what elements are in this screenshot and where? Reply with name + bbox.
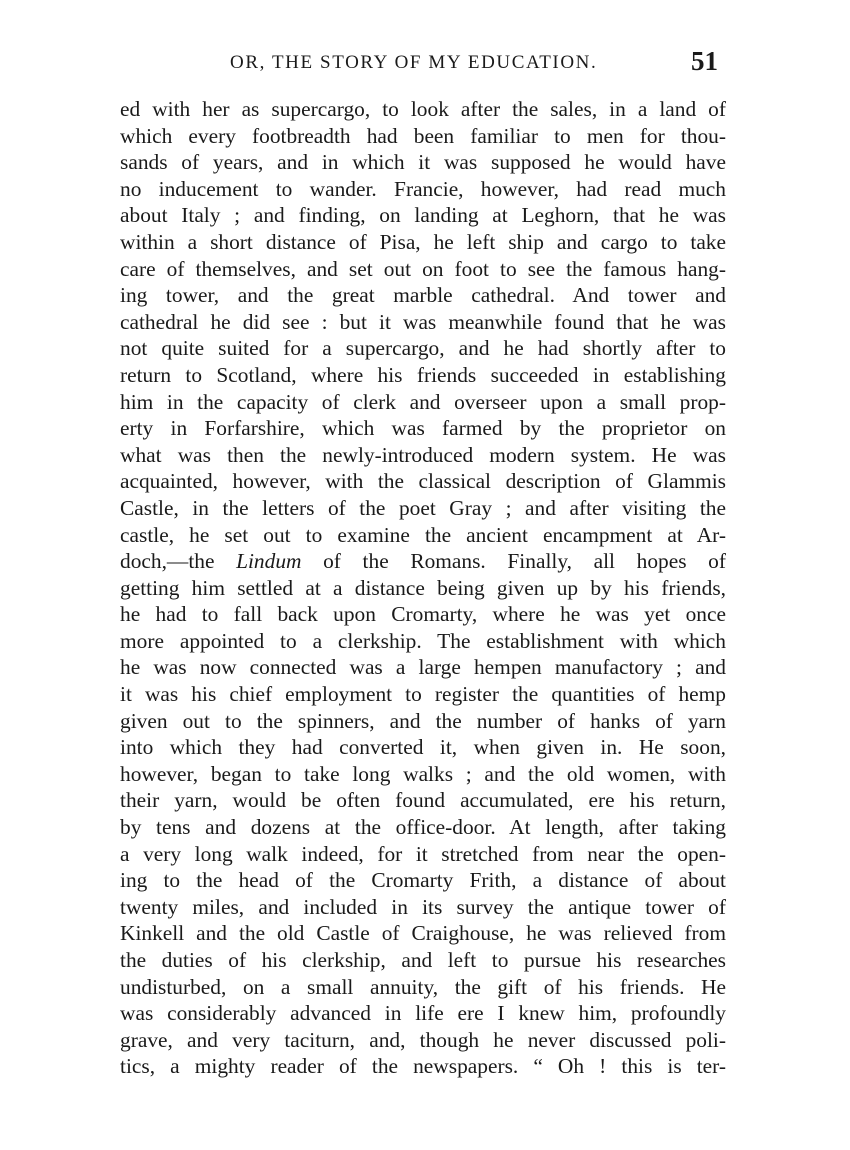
text-line: their yarn, would be often found accumulated, ere his return,	[120, 788, 726, 813]
text-line: Kinkell and the old Castle of Craighouse, he was relieved from	[120, 921, 726, 946]
text-line: erty in Forfarshire, which was farmed by the proprietor on	[120, 416, 726, 441]
text-line: Castle, in the letters of the poet Gray ; and after visiting the	[120, 495, 726, 520]
text-line: what was then the newly-introduced modern system. He was	[120, 442, 726, 467]
text-line: undisturbed, on a small annuity, the gift of his friends. He	[120, 974, 726, 999]
text-line: more appointed to a clerkship. The establishment with which	[120, 628, 726, 653]
text-fragment: of the Romans. Finally, all hopes of	[301, 549, 726, 574]
text-line: within a short distance of Pisa, he left ship and cargo to take	[120, 229, 726, 254]
text-line: given out to the spinners, and the number of hanks of yarn	[120, 708, 726, 733]
text-fragment: doch,—the	[120, 549, 237, 574]
text-line: however, began to take long walks ; and the old women, with	[120, 761, 726, 786]
text-line-with-italic	[120, 548, 726, 575]
text-line: into which they had converted it, when given in. He soon,	[120, 735, 726, 760]
text-line: cathedral he did see : but it was meanwhile found that he was	[120, 309, 726, 334]
text-line: the duties of his clerkship, and left to pursue his researches	[120, 948, 726, 972]
text-line: was considerably advanced in life ere I knew him, profoundly	[120, 1001, 726, 1026]
text-line: which every footbreadth had been familiar to men for thou-	[120, 123, 726, 148]
text-line: return to Scotland, where his friends succeeded in establishing	[120, 362, 726, 387]
text-line: ing tower, and the great marble cathedral. And tower and	[120, 283, 726, 308]
text-line: no inducement to wander. Francie, however, had read much	[120, 176, 726, 201]
running-title: OR, THE STORY OF MY EDUCATION.	[230, 52, 598, 73]
text-line: sands of years, and in which it was supposed he would have	[120, 150, 726, 175]
text-line: tics, a mighty reader of the newspapers. “ Oh ! this is ter-	[120, 1054, 726, 1079]
italic-term-lindum: Lindum	[236, 549, 302, 574]
body-text	[120, 96, 726, 1080]
text-line: ed with her as supercargo, to look after the sales, in a land of	[120, 97, 726, 121]
text-line: ing to the head of the Cromarty Frith, a distance of about	[120, 868, 726, 893]
text-line: it was his chief employment to register the quantities of hemp	[120, 682, 726, 707]
page-number: 51	[691, 46, 718, 76]
running-head	[120, 48, 730, 78]
text-line: by tens and dozens at the office-door. At length, after taking	[120, 815, 726, 840]
text-line: not quite suited for a supercargo, and he had shortly after to	[120, 336, 726, 361]
text-line: him in the capacity of clerk and overseer upon a small prop-	[120, 389, 726, 414]
text-line: he was now connected was a large hempen manufactory ; and	[120, 655, 726, 680]
text-line: he had to fall back upon Cromarty, where he was yet once	[120, 602, 726, 627]
text-line: a very long walk indeed, for it stretched from near the open-	[120, 841, 726, 866]
text-line: grave, and very taciturn, and, though he never discussed poli-	[120, 1027, 726, 1052]
text-line: twenty miles, and included in its survey the antique tower of	[120, 894, 726, 919]
text-line: castle, he set out to examine the ancient encampment at Ar-	[120, 522, 726, 547]
text-line: getting him settled at a distance being given up by his friends,	[120, 575, 726, 600]
text-line: acquainted, however, with the classical description of Glammis	[120, 469, 726, 494]
text-line: about Italy ; and finding, on landing at Leghorn, that he was	[120, 203, 726, 228]
text-line: care of themselves, and set out on foot to see the famous hang-	[120, 256, 726, 281]
